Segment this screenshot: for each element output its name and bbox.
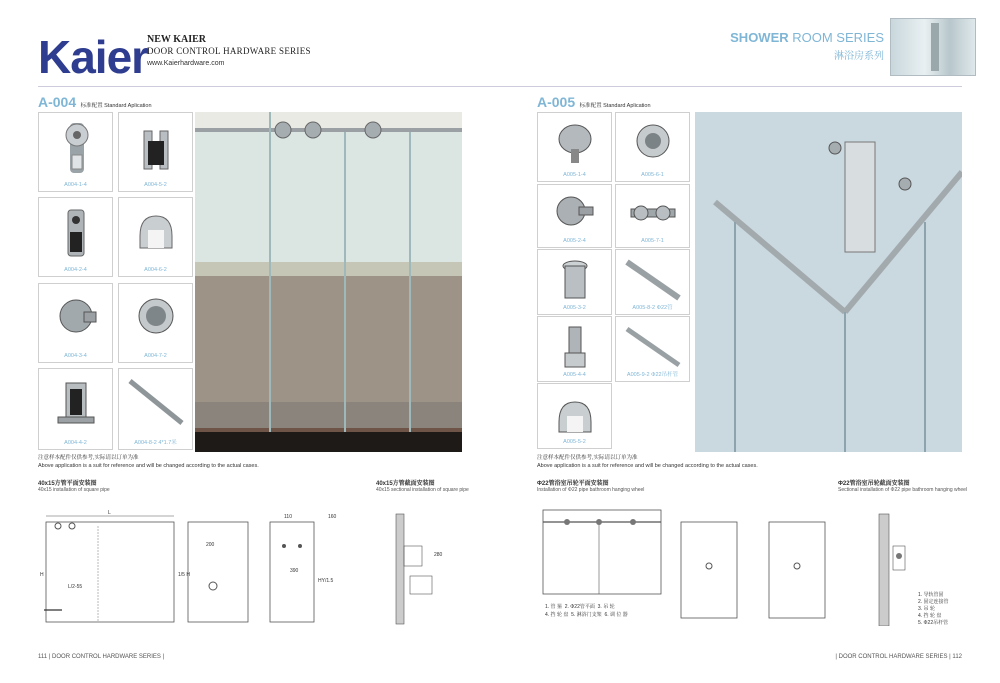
part-extra: Φ22吊杆管: [651, 372, 679, 378]
part-card-a004-2[interactable]: [38, 197, 113, 277]
right-footer: | DOOR CONTROL HARDWARE SERIES | 112: [835, 654, 962, 660]
part-code-id: A005-9-2: [626, 372, 650, 378]
pipe-fitting-icon: [555, 258, 595, 304]
diagram-sub: Sectional installation of Φ22 pipe bathroom hanging wheel: [838, 487, 968, 493]
part-code-id: A004-8-2: [134, 440, 157, 446]
part-code: A004-5-2: [144, 182, 167, 188]
hanging-rod-icon: [623, 325, 683, 371]
right-code: A-005: [537, 94, 576, 110]
ring-knob-icon: [633, 121, 673, 167]
shower-thumbnail: [890, 18, 976, 76]
adjuster-icon: [625, 193, 681, 237]
dim-label: 160: [328, 514, 337, 520]
left-diagram-title-1: [38, 478, 110, 493]
legend-item: 4. 挡 轮 盘: [545, 612, 569, 618]
left-note-cn: 注意样本配件仅供参考,实际请以订单为准: [38, 455, 139, 461]
bracket-icon: [54, 377, 98, 433]
part-code: A004-7-2: [144, 353, 167, 359]
part-card-a004-4[interactable]: [38, 368, 113, 450]
rail-bar-icon: [126, 377, 186, 433]
legend-item: 6. 调 位 器: [604, 612, 628, 618]
dim-label: 280: [434, 552, 443, 558]
diagram-title: 40x15方管截面安装图: [376, 481, 435, 487]
part-code: A005-1-4: [563, 172, 586, 178]
right-legend-1: [545, 603, 665, 619]
series-title-bold: SHOWER: [730, 30, 789, 45]
shower-room-illustration: [695, 112, 962, 452]
legend-item: 2. 固定连接管: [918, 599, 949, 605]
door-knob-icon: [134, 292, 178, 348]
part-code: A005-3-2: [563, 305, 586, 311]
dim-label: 110: [284, 514, 292, 520]
part-code: A005-2-4: [563, 238, 586, 244]
glass-clip-icon: [134, 206, 178, 262]
glass-bolt-icon: [54, 292, 98, 348]
legend-item: 1. 管 箍: [545, 604, 562, 610]
legend-item: 4. 挡 轮 盘: [918, 613, 942, 619]
dim-label: H: [40, 572, 44, 578]
pipe-bar-icon: [623, 258, 683, 304]
part-card-a004-5[interactable]: [118, 112, 193, 192]
series-title-rest: ROOM SERIES: [788, 30, 884, 45]
dim-label: 200: [206, 542, 215, 548]
hanging-wheel-icon: [56, 121, 96, 177]
legend-item: 2. Φ22管平面: [564, 604, 595, 610]
part-card-a004-1[interactable]: [38, 112, 113, 192]
part-code: [119, 438, 192, 446]
diagram-title: Φ22管浴室吊轮平面安装图: [537, 481, 609, 487]
shower-photo-a005: [695, 112, 962, 452]
part-code: [616, 303, 689, 311]
part-card-a005-5[interactable]: [537, 383, 612, 449]
part-code: A004-6-2: [144, 267, 167, 273]
diagram-title: 40x15方管平面安装图: [38, 481, 97, 487]
brand-logo: Kaier: [38, 31, 149, 83]
diagram-sub: Installation of Φ22 pipe bathroom hanging wheel: [537, 487, 645, 493]
clamp-icon: [136, 121, 176, 177]
dim-label: HY/1.5: [318, 578, 334, 584]
left-note: [38, 454, 458, 470]
support-icon: [555, 325, 595, 371]
shower-photo-a004: [195, 112, 462, 452]
left-technical-drawings: [38, 506, 468, 631]
part-card-a004-7[interactable]: [118, 283, 193, 363]
part-code: A004-1-4: [64, 182, 87, 188]
part-card-a005-1[interactable]: [537, 112, 612, 182]
left-code: A-004: [38, 94, 77, 110]
right-note: [537, 454, 957, 470]
part-code: A005-6-1: [641, 172, 664, 178]
glass-clip-icon: [553, 392, 597, 438]
legend-item: 5. Φ22吊杆管: [918, 620, 949, 626]
header-divider: [38, 86, 962, 87]
brand-url[interactable]: www.Kaierhardware.com: [147, 60, 225, 67]
part-extra: 4*1.7米: [158, 440, 177, 446]
shower-room-illustration: [195, 112, 462, 452]
part-card-a005-8[interactable]: [615, 249, 690, 315]
left-note-en: Above application is a suit for reference and will be changed according to the actual cases.: [38, 463, 259, 469]
right-note-en: Above application is a suit for reference and will be changed according to the actual cases.: [537, 463, 758, 469]
right-code-sub: 标准配置 Standard Aplication: [579, 103, 651, 109]
part-card-a005-3[interactable]: [537, 249, 612, 315]
series-title: [730, 30, 884, 45]
brand-series-label: DOOR CONTROL HARDWARE SERIES: [147, 46, 311, 56]
part-card-a005-2[interactable]: [537, 184, 612, 248]
part-code: A004-4-2: [64, 440, 87, 446]
right-legend-2: [918, 592, 978, 627]
diagram-sub: 40x15 sectional installation of square pipe: [376, 487, 469, 493]
footer-label: DOOR CONTROL HARDWARE SERIES: [838, 654, 948, 660]
part-card-a005-9[interactable]: [615, 316, 690, 382]
connector-icon: [56, 206, 96, 262]
part-code: A005-7-1: [641, 238, 664, 244]
dim-label: L/2-55: [68, 584, 83, 590]
right-note-cn: 注意样本配件仅供参考,实际请以订单为准: [537, 455, 638, 461]
legend-item: 3. 吊 轮: [597, 604, 615, 610]
legend-item: 1. 导轨管固: [918, 592, 944, 598]
right-code-block: [537, 94, 651, 112]
series-title-cn: 淋浴房系列: [834, 51, 884, 62]
glass-bolt-icon: [553, 193, 597, 237]
part-code-id: A005-8-2: [632, 305, 656, 311]
roller-wheel-icon: [555, 121, 595, 167]
part-card-a004-3[interactable]: [38, 283, 113, 363]
left-code-block: [38, 94, 152, 112]
page-number: 112: [952, 654, 962, 660]
part-card-a005-6[interactable]: [615, 112, 690, 182]
part-code: A005-5-2: [563, 439, 586, 445]
page-number: 111: [38, 654, 48, 660]
dim-label: L: [108, 510, 111, 516]
part-code: A004-2-4: [64, 267, 87, 273]
brand-new-label: NEW KAIER: [147, 34, 206, 45]
part-card-a004-6[interactable]: [118, 197, 193, 277]
footer-label: DOOR CONTROL HARDWARE SERIES: [52, 654, 161, 660]
right-diagram-title-2: [838, 478, 967, 493]
legend-item: 3. 吊 轮: [918, 606, 935, 612]
part-card-a004-8[interactable]: [118, 368, 193, 450]
left-code-sub: 标准配置 Standard Aplication: [80, 103, 152, 109]
dim-label: 390: [290, 568, 299, 574]
part-code: A005-4-4: [563, 372, 586, 378]
part-extra: Φ22管: [656, 305, 673, 311]
part-code: A004-3-4: [64, 353, 87, 359]
legend-item: 5. 淋浴门支架: [571, 612, 602, 618]
diagram-sub: 40x15 installation of square pipe: [38, 487, 110, 493]
left-diagram-title-2: [376, 478, 469, 493]
part-card-a005-4[interactable]: [537, 316, 612, 382]
left-footer: 111 | DOOR CONTROL HARDWARE SERIES |: [38, 654, 165, 660]
right-diagram-title-1: [537, 478, 644, 493]
diagram-title: Φ22管浴室吊轮截面安装图: [838, 481, 910, 487]
dim-label: 1/5 H: [178, 572, 190, 578]
part-code: [616, 370, 689, 378]
technical-drawing-a004: [38, 506, 468, 626]
part-card-a005-7[interactable]: [615, 184, 690, 248]
